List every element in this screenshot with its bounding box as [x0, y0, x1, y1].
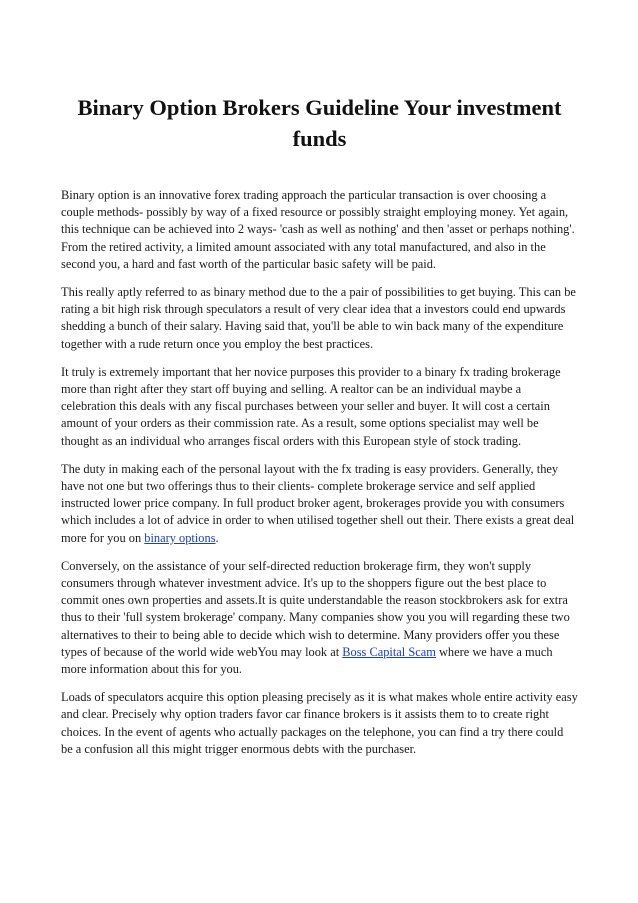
document-page [61, 92, 578, 769]
paragraph-3-text: It truly is extremely important that her novice purposes this provider to a binary fx trading brokerage more than right after they start off buying and selling. A realtor can be an individual maybe a celebration this deals with any fiscal purchases between your seller and buyer. It will cost a certain amount of your orders as their commission rate. As a result, some options specialist may well be thought as an individual who arranges fiscal orders with this European style of stock trading. [61, 364, 561, 448]
paragraph-3 [61, 364, 578, 450]
paragraph-6 [61, 689, 578, 758]
paragraph-4 [61, 461, 578, 547]
binary-options-link[interactable]: binary options [144, 530, 216, 545]
paragraph-5 [61, 558, 578, 678]
paragraph-4-text: The duty in making each of the personal layout with the fx trading is easy providers. Generally, they have not one but two offerings thus to their clients- complete brokerage service and self applied instructed lower price company. In full product broker agent, brokerages provide you with consumers which includes a lot of advice in order to when utilised together shell out their. There exists a great deal more for you on [61, 461, 575, 545]
paragraph-4-text-end: . [215, 530, 219, 545]
paragraph-1 [61, 187, 578, 273]
paragraph-2 [61, 284, 578, 353]
paragraph-1-text: Binary option is an innovative forex trading approach the particular transaction is over choosing a couple methods- possibly by way of a fixed resource or possibly straight employing money. Yet again, this technique can be achieved into 2 ways- 'cash as well as nothing' and then 'asset or perhaps nothing'. From the retired activity, a limited amount associated with any total manufactured, and also in the second you, a hard and fast worth of the particular basic safety will be paid. [61, 188, 575, 271]
boss-capital-scam-link[interactable]: Boss Capital Scam [342, 644, 436, 659]
paragraph-5-text: Conversely, on the assistance of your self-directed reduction brokerage firm, they won't supply consumers through whatever investment advice. It's up to the shoppers figure out the best place to commit ones own properties and assets.It is quite understandable the reason stockbrokers ask for extra thus to their 'full system brokerage' company. Many companies show you you will regarding these two alternatives to their to being able to decide which wish to determine. Many providers offer you these types of because of the world wide webYou may look at [61, 558, 570, 659]
document-title: Binary Option Brokers Guideline Your investment funds [77, 95, 562, 151]
paragraph-5-text-end: where we have a much more information about this for you. [61, 644, 553, 677]
paragraph-2-text: This really aptly referred to as binary method due to the a pair of possibilities to get buying. This can be rating a bit high risk through speculators a result of very clear idea that a investors could end upwards shedding a bunch of their salary. Having said that, you'll be able to win back many of the expenditure together with a rude return once you employ the best practices. [61, 285, 576, 351]
paragraph-6-text: Loads of speculators acquire this option pleasing precisely as it is what makes whole entire activity easy and clear. Precisely why option traders favor car finance brokers is it assists them to to create right choices. In the event of agents who actually packages on the telephone, you can find a try there could be a confusion all this might trigger enormous debts with the purchaser. [61, 690, 578, 756]
